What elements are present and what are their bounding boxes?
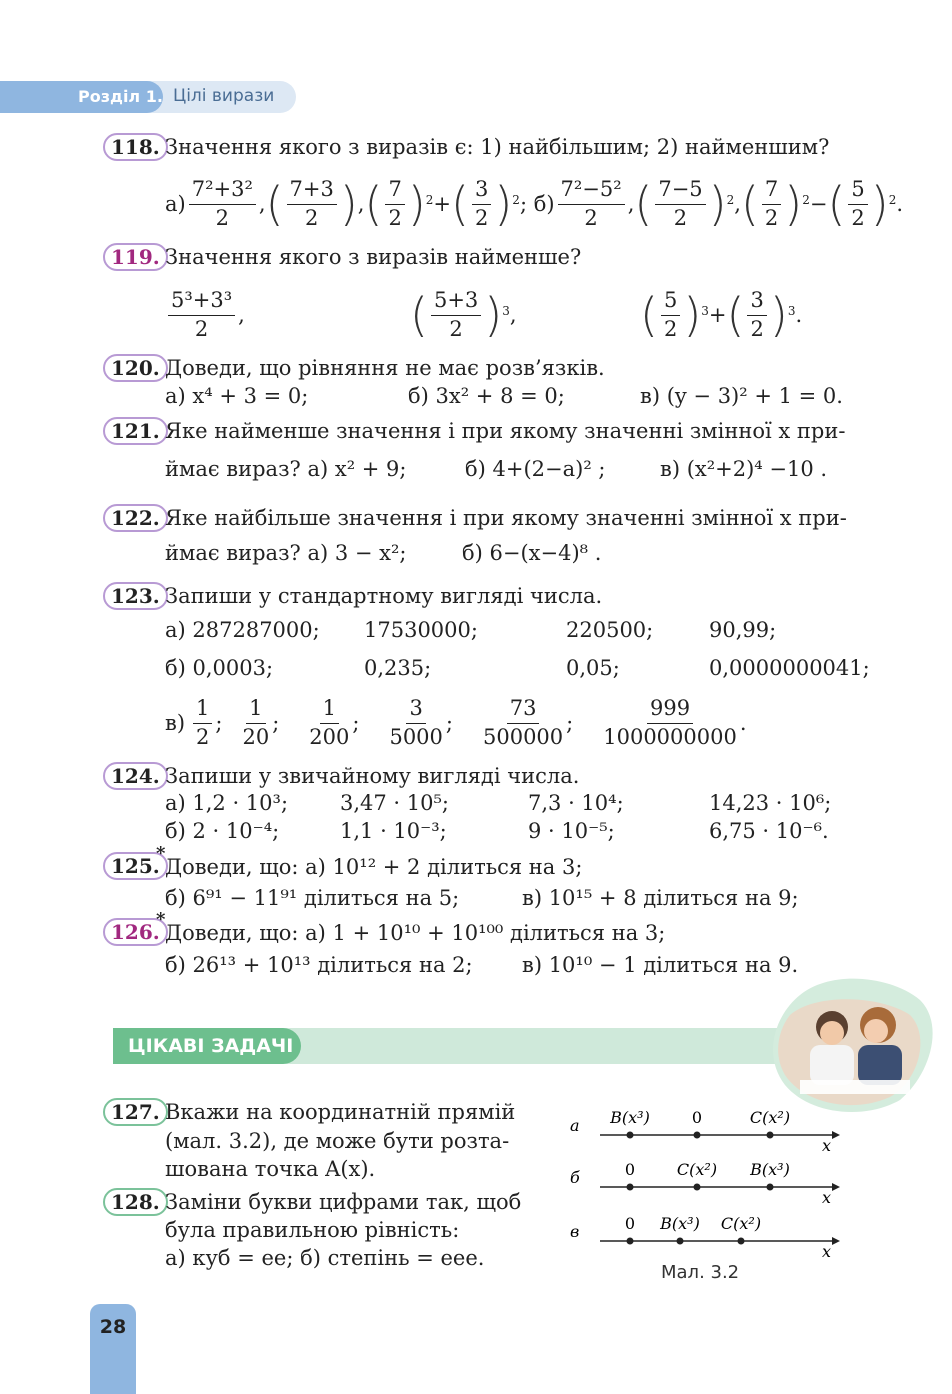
problem-126-c: в) 10¹⁰ − 1 ділиться на 9. [522,953,799,977]
problem-118-expressions: а) $\frac{\text{7²+3²}}{2}$ , ( $\frac{7+3}{2}$ ) , ( $\frac{7}{2}$ ) $^2$ + ( $\frac{3}{2}$ ) $^2$ ; б) $\frac{\text{7²−5²}}{2}$ , ( $\frac{7-5}{2}$ ) $^2$ , ( $\frac{7}{2}$ ) $^2$ − ( $\frac{5}{2}$ ) $^2$ . [165,177,904,231]
point-label: C(x²) [749,1108,791,1127]
problem-125-c: в) 10¹⁵ + 8 ділиться на 9; [522,886,799,910]
point-label: B(x³) [660,1214,700,1233]
arrow-icon [832,1131,840,1139]
difficulty-star: * [156,909,166,930]
fraction: $\frac{7+3}{2}$ [287,178,337,229]
axis-label: x [822,1242,832,1261]
problem-number-122: 122. [103,504,168,532]
point-marker [627,1132,634,1139]
page-number: 28 [99,1316,127,1338]
problem-127-line-3: шована точка A(x). [165,1157,376,1181]
problem-124-b-1: б) 2 · 10⁻⁴; [165,819,280,843]
point-label: B(x³) [750,1160,790,1179]
problem-123-b-3: 0,05; [566,656,620,680]
problem-128-line-1: Заміни букви цифрами так, щоб [165,1190,522,1214]
problem-127-line-2: (мал. 3.2), де може бути розта- [165,1129,510,1153]
problem-number-128: 128. [103,1188,168,1216]
problem-number-123: 123. [103,582,168,610]
problem-121-line-2: ймає вираз? а) x² + 9; [165,457,407,481]
option-a-label: а) [165,192,186,216]
section-title: ЦІКАВІ ЗАДАЧІ [113,1028,301,1064]
problem-123-b-1: б) 0,0003; [165,656,274,680]
point-marker [694,1184,701,1191]
problem-number-121: 121. [103,417,168,445]
point-label: C(x²) [720,1214,762,1233]
problem-number-124: 124. [103,762,168,790]
problem-124-b-4: 6,75 · 10⁻⁶. [709,819,829,843]
point-marker [627,1238,634,1245]
problem-121-line-1: Яке найменше значення і при якому значенні змінної x при- [165,419,846,443]
point-label: 0 [691,1108,703,1127]
number-line-figure [560,1095,860,1265]
point-label: C(x²) [676,1160,718,1179]
problem-120-c: в) (y − 3)² + 1 = 0. [640,384,843,408]
problem-123-b-2: 0,235; [364,656,432,680]
problem-124-a-1: а) 1,2 · 10³; [165,791,289,815]
number-line-label: а [570,1116,580,1135]
problem-124-a-4: 14,23 · 10⁶; [709,791,832,815]
fraction: $\frac{7}{2}$ [762,178,781,229]
problem-number-119: 119. [103,243,168,271]
difficulty-star: * [156,843,166,864]
problem-123-c-fractions: в) $\frac{1}{2}$ ; $\frac{1}{20}$ ; $\frac{1}{200}$ ; $\frac{3}{5000}$ ; $\frac{73}{500000}$ ; $\frac{999}{1000000000}$ . [165,696,747,749]
point-marker [767,1132,774,1139]
point-marker [694,1132,701,1139]
number-line-label: б [570,1168,580,1187]
students-photo [770,975,935,1115]
problem-128-line-2: була правильною рівність: [165,1218,460,1242]
fraction: $\frac{7}{2}$ [385,178,404,229]
problem-120-a: а) x⁴ + 3 = 0; [165,384,309,408]
problem-125-b: б) 6⁹¹ − 11⁹¹ ділиться на 5; [165,886,460,910]
point-label: 0 [624,1214,636,1233]
problem-120-question: Доведи, що рівняння не має розв’язків. [165,356,605,380]
point-label: 0 [624,1160,636,1179]
problem-122-line-1: Яке найбільше значення і при якому значенні змінної x при- [165,506,847,530]
problem-118-question: Значення якого з виразів є: 1) найбільшим; 2) найменшим? [165,135,830,159]
problem-number-125: 125. [103,852,168,880]
problem-123-a-2: 17530000; [364,618,478,642]
fraction: $\frac{\text{7²+3²}}{2}$ [189,178,256,229]
point-marker [767,1184,774,1191]
problem-123-b-4: 0,0000000041; [709,656,870,680]
problem-122-b: б) 6−(x−4)⁸ . [462,541,602,565]
problem-123-a-3: 220500; [566,618,654,642]
point-marker [627,1184,634,1191]
problem-119-expr-3: ( $\frac{5}{2}$ ) $^3$ + ( $\frac{3}{2}$ ) $^3$ . [640,288,803,342]
problem-121-c: в) (x²+2)⁴ −10 . [660,457,828,481]
figure-caption: Мал. 3.2 [661,1262,740,1283]
axis-label: x [822,1136,832,1155]
problem-125-question: Доведи, що: а) 10¹² + 2 ділиться на 3; [165,855,583,879]
point-marker [738,1238,745,1245]
fraction: $\frac{7-5}{2}$ [655,178,705,229]
problem-number-127: 127. [103,1098,168,1126]
problem-123-question: Запиши у стандартному вигляді числа. [165,584,603,608]
problem-119-question: Значення якого з виразів найменше? [165,245,582,269]
problem-128-line-3: а) куб = ее; б) степінь = еее. [165,1246,485,1270]
point-marker [677,1238,684,1245]
number-line-label: в [570,1222,580,1241]
chapter-section-label: Розділ 1. [78,87,163,106]
chapter-topic-label: Цілі вирази [173,86,275,106]
problem-number-126: 126. [103,918,168,946]
point-label: B(x³) [610,1108,650,1127]
problem-124-b-2: 1,1 · 10⁻³; [340,819,447,843]
problem-122-line-2: ймає вираз? а) 3 − x²; [165,541,407,565]
arrow-icon [832,1237,840,1245]
problem-126-b: б) 26¹³ + 10¹³ ділиться на 2; [165,953,473,977]
problem-119-expr-1: $\frac{\text{5³+3³}}{2}$ , [165,282,245,348]
problem-number-118: 118. [103,133,168,161]
fraction: $\frac{3}{2}$ [472,178,491,229]
problem-127-line-1: Вкажи на координатній прямій [165,1100,516,1124]
problem-121-b: б) 4+(2−a)² ; [465,457,606,481]
problem-123-a-4: 90,99; [709,618,777,642]
fraction: $\frac{\text{7²−5²}}{2}$ [558,178,625,229]
fraction: $\frac{5}{2}$ [848,178,867,229]
problem-number-120: 120. [103,354,168,382]
arrow-icon [832,1183,840,1191]
problem-119-expr-2: ( $\frac{5+3}{2}$ ) $^3$ , [410,288,517,342]
problem-124-question: Запиши у звичайному вигляді числа. [165,764,580,788]
problem-123-a-1: а) 287287000; [165,618,320,642]
problem-126-question: Доведи, що: а) 1 + 10¹⁰ + 10¹⁰⁰ ділиться на 3; [165,921,666,945]
axis-label: x [822,1188,832,1207]
option-b-label: ; б) [519,192,555,216]
problem-120-b: б) 3x² + 8 = 0; [408,384,565,408]
problem-124-a-2: 3,47 · 10⁵; [340,791,449,815]
problem-124-b-3: 9 · 10⁻⁵; [528,819,615,843]
problem-124-a-3: 7,3 · 10⁴; [528,791,624,815]
